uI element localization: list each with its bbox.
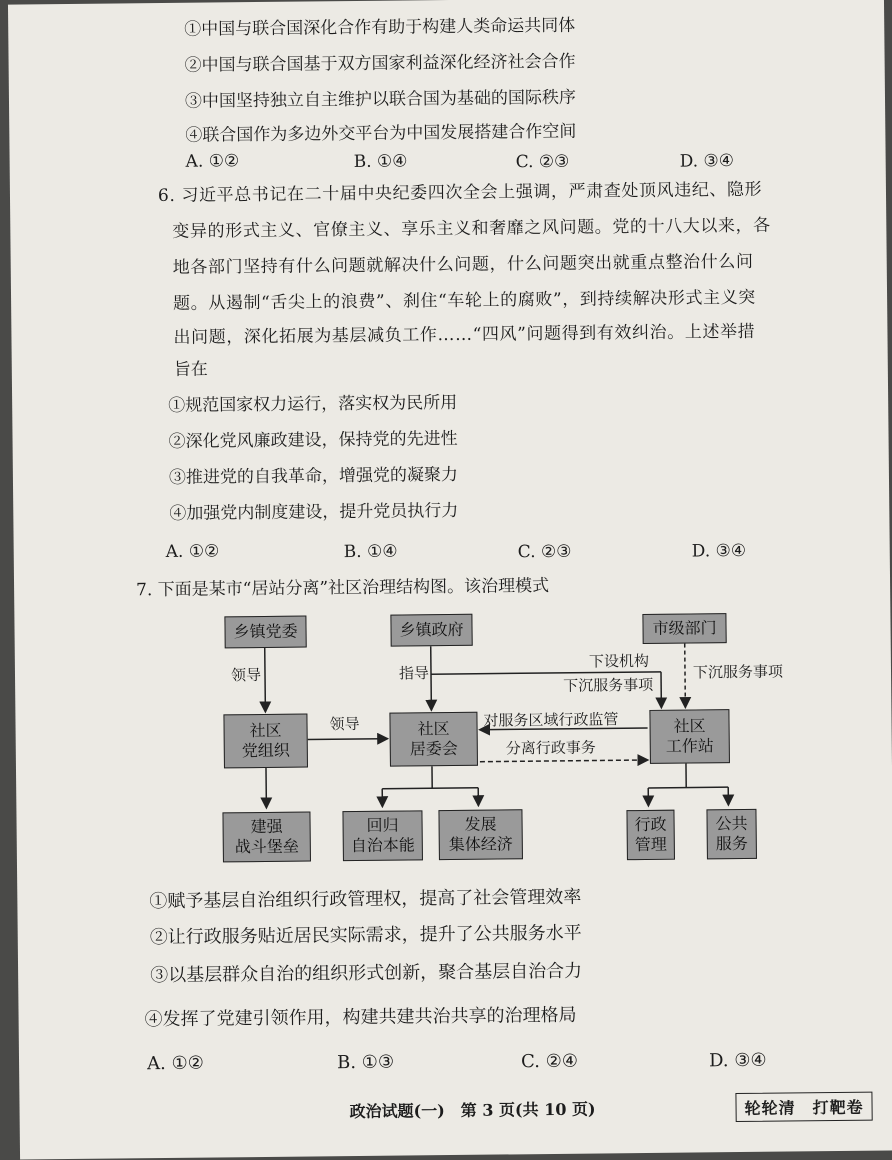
box-town-government: 乡镇政府 (390, 614, 472, 647)
q6-stem-line-5: 出问题，深化拓展为基层减负工作……“四风”问题得到有效纠治。上述举措 (173, 321, 755, 349)
box-public-service: 公共 服务 (706, 809, 757, 860)
q6-option-b: B. ①④ (344, 541, 398, 564)
q7-item-3: ③以基层群众自治的组织形式创新，聚合基层自治合力 (150, 961, 582, 988)
q6-stem-line-3: 地各部门坚持有什么问题就解决什么问题，什么问题突出就重点整治什么问 (173, 251, 754, 279)
exam-page (8, 0, 892, 1160)
q5-item-3: ③中国坚持独立自主维护以联合国为基础的国际秩序 (185, 87, 576, 113)
page-number-label: 政治试题(一) 第 3 页(共 10 页) (349, 1097, 595, 1123)
series-stamp: 轮轮清 打靶卷 (735, 1092, 872, 1122)
q7-option-c: C. ②④ (521, 1051, 578, 1074)
q7-option-d: D. ③④ (709, 1050, 767, 1073)
label-set-up-agency: 下设机构 (589, 652, 649, 671)
box-return-autonomy: 回归 自治本能 (342, 810, 423, 861)
q6-item-3: ③推进党的自我革命，增强党的凝聚力 (169, 464, 458, 489)
box-town-party-committee: 乡镇党委 (224, 616, 306, 649)
q5-item-4: ④联合国作为多边外交平台为中国发展搭建合作空间 (185, 121, 576, 147)
box-residents-committee: 社区 居委会 (389, 712, 478, 767)
q7-item-4: ④发挥了党建引领作用，构建共建共治共享的治理格局 (145, 1005, 577, 1032)
q6-option-d: D. ③④ (692, 540, 747, 563)
q6-stem-line-6: 旨在 (174, 359, 208, 381)
q5-option-a: A. ①② (186, 150, 240, 173)
label-lead-1: 领导 (231, 666, 261, 684)
label-supervise: 对服务区域行政监管 (483, 710, 618, 729)
box-community-workstation: 社区 工作站 (649, 709, 730, 764)
label-separate-admin: 分离行政事务 (506, 739, 596, 758)
box-city-department: 市级部门 (642, 613, 726, 644)
box-build-fortress: 建强 战斗堡垒 (222, 811, 311, 862)
q6-stem-line-1: 6. 习近平总书记在二十届中央纪委四次全会上强调，严肃查处顶风违纪、隐形 (158, 179, 762, 207)
box-develop-economy: 发展 集体经济 (438, 809, 523, 860)
q7-option-a: A. ①② (147, 1053, 204, 1076)
q6-stem-line-2: 变异的形式主义、官僚主义、享乐主义和奢靡之风问题。党的十八大以来，各 (172, 215, 771, 243)
q5-option-d: D. ③④ (680, 150, 735, 173)
q7-item-2: ②让行政服务贴近居民实际需求，提升了公共服务水平 (150, 923, 582, 950)
label-delegate-service-1: 下沉服务事项 (563, 676, 653, 695)
q6-option-a: A. ①② (166, 540, 220, 563)
box-admin-management: 行政 管理 (626, 810, 675, 860)
box-community-party-org: 社区 党组织 (223, 714, 308, 769)
q7-item-1: ①赋予基层自治组织行政管理权，提高了社会管理效率 (149, 887, 581, 914)
governance-structure-diagram (200, 608, 823, 876)
q6-item-4: ④加强党内制度建设，提升党员执行力 (169, 500, 458, 525)
q5-item-2: ②中国与联合国基于双方国家利益深化经济社会合作 (185, 51, 576, 77)
q5-option-c: C. ②③ (516, 151, 570, 174)
q5-option-b: B. ①④ (354, 150, 408, 173)
q6-stem-line-4: 题。从遏制“舌尖上的浪费”、刹住“车轮上的腐败”，到持续解决形式主义突 (173, 287, 756, 315)
q6-item-2: ②深化党风廉政建设，保持党的先进性 (168, 428, 457, 453)
q5-item-1: ①中国与联合国深化合作有助于构建人类命运共同体 (184, 15, 575, 41)
label-delegate-service-2: 下沉服务事项 (693, 663, 783, 682)
q6-option-c: C. ②③ (518, 541, 572, 564)
q7-option-b: B. ①③ (337, 1052, 394, 1075)
q7-stem: 7. 下面是某市“居站分离”社区治理结构图。该治理模式 (136, 575, 549, 601)
label-guide: 指导 (399, 664, 429, 682)
label-lead-2: 领导 (329, 715, 359, 733)
q6-item-1: ①规范国家权力运行，落实权为民所用 (168, 392, 457, 417)
